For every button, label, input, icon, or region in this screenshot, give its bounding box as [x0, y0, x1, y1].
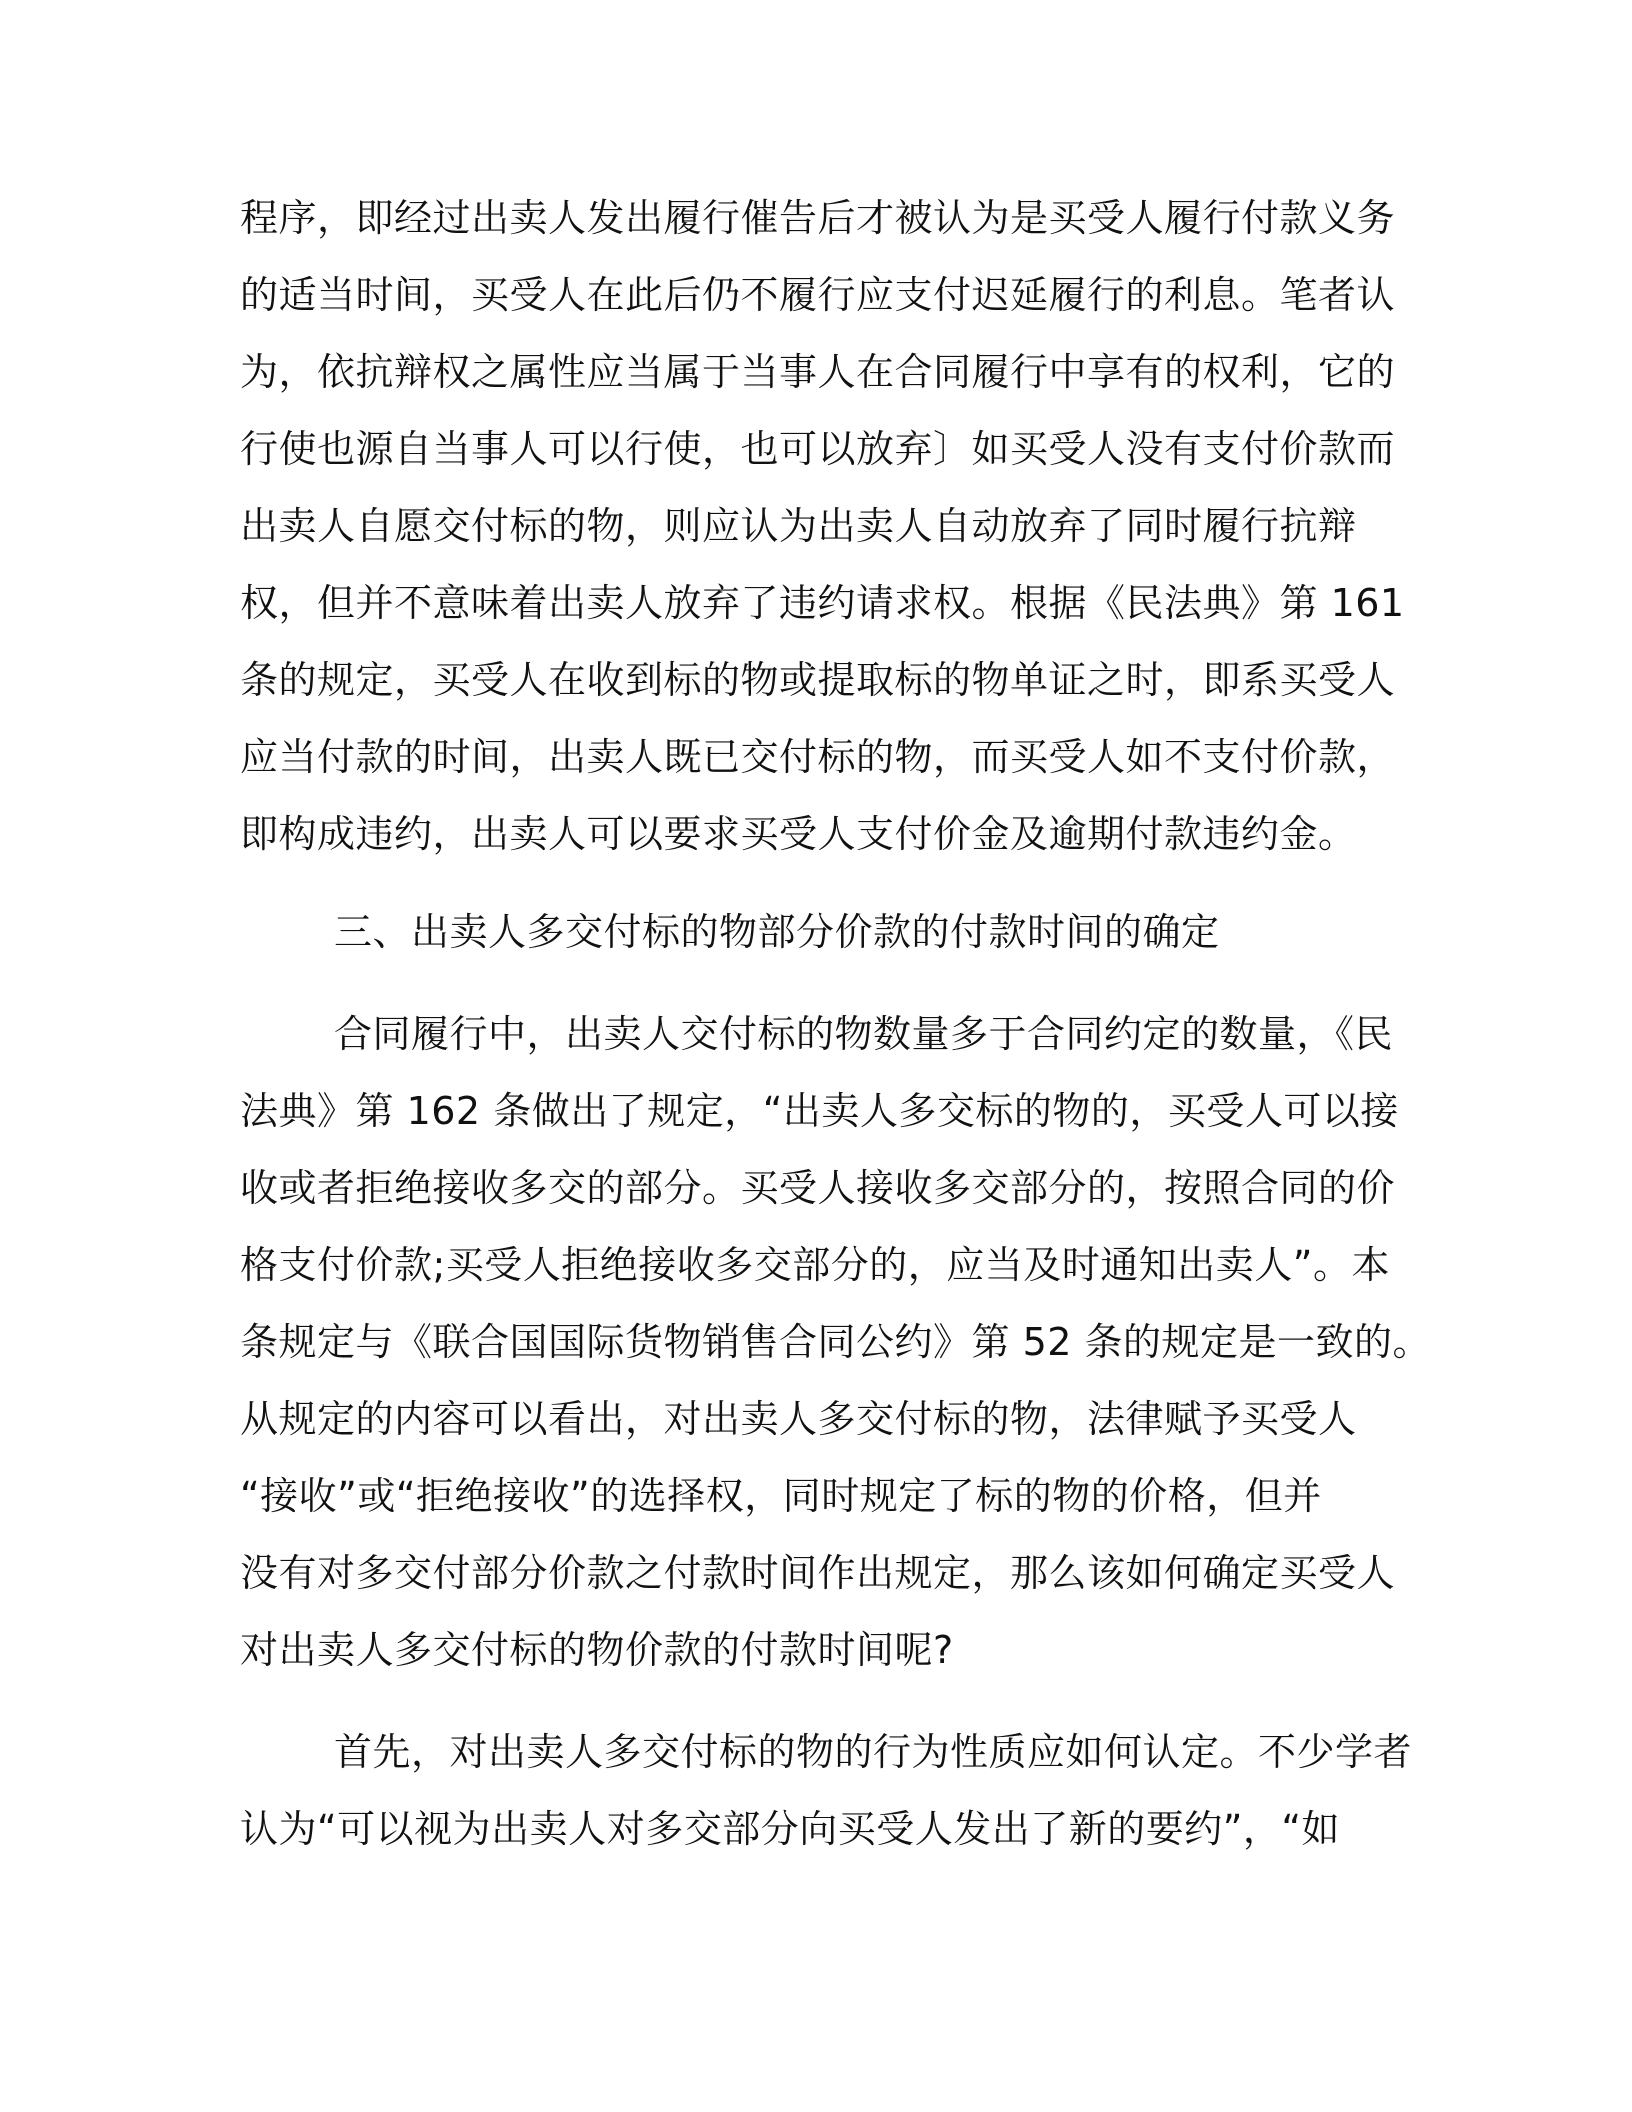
paragraph-2-line-7: “接收”或“拒绝接收”的选择权，同时规定了标的物的价格，但并 [240, 1474, 1322, 1518]
paragraph-1-line-9: 即构成违约，出卖人可以要求买受人支付价金及逾期付款违约金。 [240, 812, 1357, 856]
paragraph-1-line-5: 出卖人自愿交付标的物，则应认为出卖人自动放弃了同时履行抗辩 [240, 504, 1357, 548]
paragraph-1-line-2: 的适当时间，买受人在此后仍不履行应支付迟延履行的利息。笔者认 [240, 273, 1396, 317]
paragraph-1-line-7: 条的规定，买受人在收到标的物或提取标的物单证之时，即系买受人 [240, 658, 1396, 702]
paragraph-2-line-6: 从规定的内容可以看出，对出卖人多交付标的物，法律赋予买受人 [240, 1397, 1357, 1441]
paragraph-1-line-8: 应当付款的时间，出卖人既已交付标的物，而买受人如不支付价款， [240, 735, 1396, 779]
paragraph-2-line-2: 法典》第 162 条做出了规定，“出卖人多交标的物的，买受人可以接 [240, 1089, 1399, 1133]
paragraph-2-line-3: 收或者拒绝接收多交的部分。买受人接收多交部分的，按照合同的价 [240, 1166, 1396, 1210]
paragraph-1-line-1: 程序，即经过出卖人发出履行催告后才被认为是买受人履行付款义务 [240, 196, 1396, 240]
paragraph-3-line-1: 首先，对出卖人多交付标的物的行为性质应如何认定。不少学者 [334, 1730, 1413, 1774]
paragraph-2-line-8: 没有对多交付部分价款之付款时间作出规定，那么该如何确定买受人 [240, 1551, 1396, 1595]
paragraph-3-line-2: 认为“可以视为出卖人对多交部分向买受人发出了新的要约”，“如 [240, 1807, 1341, 1851]
section-heading: 三、出卖人多交付标的物部分价款的付款时间的确定 [334, 910, 1220, 954]
paragraph-1-line-4: 行使也源自当事人可以行使，也可以放弃〕如买受人没有支付价款而 [240, 427, 1396, 471]
paragraph-1-line-6: 权，但并不意味着出卖人放弃了违约请求权。根据《民法典》第 161 [240, 581, 1405, 625]
paragraph-2-line-9: 对出卖人多交付标的物价款的付款时间呢? [240, 1628, 954, 1672]
paragraph-1-line-3: 为，依抗辩权之属性应当属于当事人在合同履行中享有的权利，它的 [240, 350, 1396, 394]
paragraph-2-line-5: 条规定与《联合国国际货物销售合同公约》第 52 条的规定是一致的。 [240, 1320, 1432, 1364]
paragraph-2-line-4: 格支付价款;买受人拒绝接收多交部分的，应当及时通知出卖人”。本 [240, 1243, 1390, 1287]
paragraph-2-line-1: 合同履行中，出卖人交付标的物数量多于合同约定的数量，《民 [334, 1012, 1394, 1056]
